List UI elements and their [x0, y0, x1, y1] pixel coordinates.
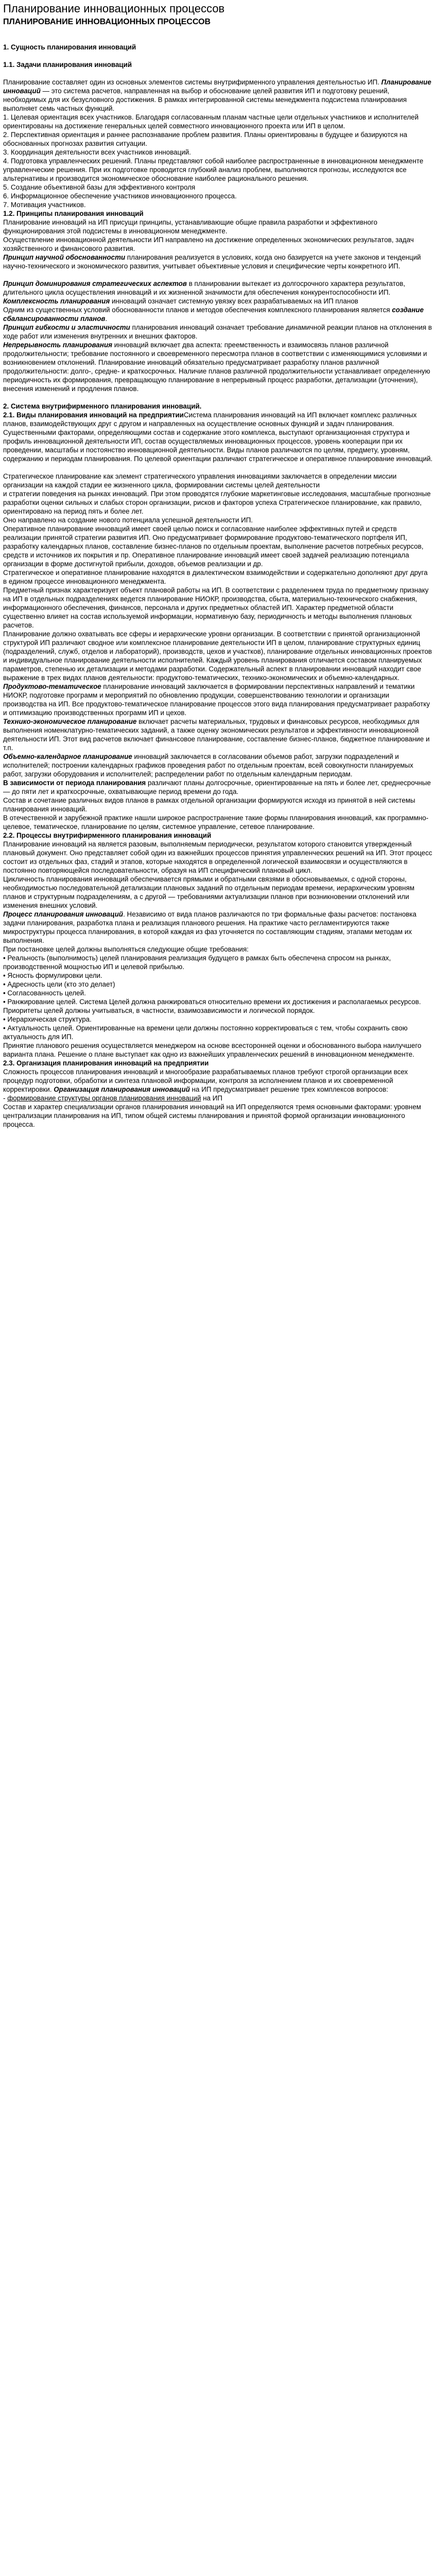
text-run: 3. Координация деятельности всех участников инноваций. — [3, 148, 191, 156]
paragraph — [3, 1041, 433, 1059]
paragraph — [3, 682, 433, 717]
paragraph — [3, 1067, 433, 1094]
emphasized-term: В зависимости от периода планирования — [3, 779, 146, 787]
emphasized-term: 2.1. Виды планирования инноваций на предприятии — [3, 411, 184, 419]
text-run: Система планирования инноваций на ИП включает комплекс различных планов, взаимодействующих друг с другом и направленных на осуществление основных функций и задач планирования. Существенными факторами, определяющими состав и содержание этого комплекса, выступают организационная структура и профиль инновационной деятельности ИП, состав осуществляемых инновационных процессов, уровень кооперации при их проведении, масштабы и постоянство инновационной деятельности. Виды планов различаются по целям, предмету, уровням, содержанию и периодам планирования. По целевой ориентации различают стратегическое и оперативное планирование инноваций. — [3, 411, 433, 463]
text-run: . — [90, 1015, 92, 1023]
text-run: и стратегии поведения на рынках инноваций. При этом проводятся глубокие маркетинговые исследования, масштабные прогнозные разработки оценки сильных и слабых сторон организации, рисков и факторов успеха Стратегическое планирование, как правило, ориентировано на период пять и более лет. — [3, 490, 431, 515]
emphasized-term: Непрерывность планирования — [3, 341, 113, 349]
text-run: Принятие планового решения осуществляется менеджером на основе всесторонней оценки и обоснованного выбора наилучшего варианта плана. Решение о плане выступает как одно из важнейших управленческих решений в инновационном менеджменте. — [3, 1042, 422, 1058]
paragraph — [3, 568, 433, 586]
paragraph-spacer — [3, 69, 433, 78]
document — [0, 0, 436, 1129]
section-heading: 1.2. Принципы планирования инноваций — [3, 210, 144, 217]
paragraph — [3, 814, 433, 831]
text-run: планирование инноваций заключается в формировании перспективных направлений и тематики НИОКР, подготовке программ и мероприятий по обновлению продукции, совершенствованию технологии и организации производства на ИП. Все продуктово-тематическое планирование процессов этого вида планирования предусматривает разработку и оптимизацию производственных программ ИП и цехов. — [3, 683, 430, 717]
text-run: на ИП — [201, 1094, 223, 1102]
paragraph — [3, 411, 433, 463]
emphasized-term: • Актуальность целей — [3, 1024, 73, 1032]
paragraph — [3, 183, 433, 192]
emphasized-term: Принцип научной обоснованности — [3, 253, 126, 261]
text-run: Оперативное планирование инноваций имеет своей целью поиск и согласование наиболее эффективных путей и средств реализации принятой стратегии развития ИП. Оно предусматривает формирование продуктово-тематического портфеля ИП, разработку календарных планов, составление бизнес-планов по отдельным проектам, выполнение расчетов потребных ресурсов, средств и источников их покрытия и пр. Оперативное планирование инноваций имеет своей задачей реализацию потенциала организации в форме достигнутой прибыли, доходов, объемов реализации и др. — [3, 525, 424, 568]
paragraph — [3, 1015, 433, 1024]
paragraph — [3, 954, 433, 971]
paragraph — [3, 148, 433, 157]
emphasized-term: Организация планирования инноваций — [54, 1086, 190, 1093]
text-run: 1. Целевая ориентация всех участников. Благодаря согласованным планам частные цели отдельных участников и исполнителей ориентированы на достижение генеральных целей совместного инновационного проекта или ИП в целом. — [3, 113, 419, 130]
paragraph — [3, 971, 433, 980]
emphasized-term: Технико-экономическое планирование — [3, 718, 137, 725]
paragraph — [3, 875, 433, 910]
paragraph-spacer — [3, 270, 433, 279]
text-run: Состав и характер специализации органов планирования инноваций на ИП определяются тремя основными факторами: уровнем централизации планирования на ИП, типом общей системы планирования и принятой формой организации инновационного процесса. — [3, 1103, 421, 1128]
page-subtitle: ПЛАНИРОВАНИЕ ИННОВАЦИОННЫХ ПРОЦЕССОВ — [3, 18, 211, 26]
paragraph — [3, 472, 433, 489]
text-run: • Ранжирование целей. Система Целей должна ранжироваться относительно времени их достижения и располагаемых ресурсов. Приоритеты целей должны учитываться, в частности, взаимозависимости и логической порядок. — [3, 998, 421, 1014]
text-run: Оно направлено на создание нового потенциала успешной деятельности ИП. — [3, 516, 253, 524]
section-heading: 1.1. Задачи планирования инноваций — [3, 61, 132, 69]
paragraph — [3, 297, 433, 306]
paragraph — [3, 980, 433, 989]
paragraph — [3, 516, 433, 524]
paragraph-spacer — [3, 463, 433, 472]
paragraph — [3, 1103, 433, 1129]
text-run: При постановке целей должны выполняться следующие общие требования: — [3, 945, 249, 953]
text-run: - — [3, 1094, 8, 1102]
emphasized-term: создание сбалансированности планов — [3, 306, 424, 323]
text-run: планирования реализуется в условиях, когда оно базируется на учете законов и тенденций научно-технического и экономического развития, учитывает объективные условия и специфические черты конкретного ИП. — [3, 253, 421, 270]
text-run: Стратегическое планирование как элемент стратегического управления инновациями заключается в определении миссии организации на каждой стадии ее жизненного цикла, формировании системы целей деятельности — [3, 472, 397, 489]
paragraph — [3, 989, 433, 997]
paragraph — [3, 945, 433, 954]
text-run: 5. Создание объективной базы для эффективного контроля — [3, 183, 196, 191]
text-run: • Реальность (выполнимость) целей планирования реализация будущего в рамках быть обеспечена спросом на рынках, производственной мощностью ИП и целевой прибылью. — [3, 954, 391, 971]
section-heading: 2.3. Организация планирования инноваций на предприятии — [3, 1059, 209, 1067]
page-title: Планирование инновационных процессов — [3, 2, 225, 15]
paragraph — [3, 218, 433, 235]
emphasized-term: Принцип доминирования стратегических аспектов — [3, 280, 187, 287]
text-run: — это система расчетов, направленная на выбор и обоснование целей развития ИП и подготовку решений, необходимых для их безусловного достижения. В рамках интегрированной системы менеджмента подсистема планирования выполняет семь частных функций. — [3, 87, 407, 112]
paragraph — [3, 279, 433, 297]
text-run: Планирование инноваций на является разовым, выполняемым периодически, результатом которого становится утвержденный плановый документ. Оно представляет собой один из важнейших процессов принятия управленческих решений на ИП. Этот процесс состоит из отдельных фаз, стадий и этапов, которые находятся в определенной логической взаимосвязи и осуществляются в постоянно повторяющейся последовательности, образуя на ИП специфический плановый цикл. — [3, 840, 432, 874]
text-run: Планирование должно охватывать все сферы и иерархические уровни организации. В соответствии с принятой организационной структурой ИП различают сводное или комплексное планирование деятельности ИП в целом, планирование структурных единиц (подразделений, служб, отделов и лабораторий), производств, цехов и участков), планирование отдельных инновационных проектов и индивидуальное планирование деятельности исполнителей. Каждый уровень планирования отличается составом планируемых параметров, степенью их детализации и методами разработки. Содержательный аспект в планировании инноваций находит свое выражение в трех видах планов деятельности: продуктово-тематических, технико-экономических и объемно-календарных. — [3, 630, 432, 682]
section-heading: 1. Сущность планирования инноваций — [3, 43, 136, 51]
text-run: инноваций означает системную увязку всех разрабатываемых на ИП планов — [110, 297, 358, 305]
paragraph — [3, 586, 433, 630]
section-heading: 2. Система внутрифирменного планирования инноваций. — [3, 402, 202, 410]
paragraph — [3, 323, 433, 341]
text-run: Сложность процессов планирования инноваций и многообразие разрабатываемых планов требуют строгой организации всех процедур подготовки, обработки и синтеза плановой информации, контроля за исполнением планов и их своевременной корректировки. — [3, 1068, 408, 1093]
emphasized-term: Планирование инноваций — [3, 78, 431, 95]
text-run: В отечественной и зарубежной практике нашли широкое распространение такие формы планирования инноваций, как программно-целевое, тематическое, планирование по целям, системное управление, сетевое планирование. — [3, 814, 429, 831]
paragraph — [3, 840, 433, 875]
emphasized-term: формирование структуры органов планирования инноваций — [7, 1094, 201, 1102]
paragraph-spacer — [3, 52, 433, 60]
text-run: . — [105, 315, 108, 323]
paragraph — [3, 78, 433, 113]
paragraph — [3, 524, 433, 568]
paragraph — [3, 306, 433, 323]
paragraph — [3, 1094, 433, 1103]
emphasized-term: • Ясность формулировки цели — [3, 972, 100, 979]
text-run: . Независимо от вида планов различаются по три формальные фазы расчетов: постановка задачи планирования, разработка плана и реализация планового решения. На практике часто регламентируются также микроструктуры процесса планирования, в которой каждая из фаз уточняется по составляющим стадиям, этапами методам их выполнения. — [3, 910, 417, 944]
emphasized-term: Комплексность планирования — [3, 297, 110, 305]
paragraph — [3, 192, 433, 200]
text-run: инноваций включает два аспекта: преемственность и взаимосвязь планов различной продолжительности; требование постоянного и своевременного пересмотра планов в соответствии с изменяющимися условиями и возникновением отклонений. Планирование инноваций обязательно предусматривает разработку планов различной продолжительности: долго-, средне- и краткосрочных. Наличие планов различной продолжительности устанавливает определенную периодичность их формирования, превращающую планирование в непрерывный процесс разработки, детализации (уточнения), внесения изменений и продления планов. — [3, 341, 430, 393]
paragraph — [3, 130, 433, 148]
paragraph — [3, 341, 433, 393]
text-run: 7. Мотивация участников. — [3, 201, 86, 209]
text-run: . — [100, 972, 102, 979]
emphasized-term: • Иерархическая структура — [3, 1015, 90, 1023]
text-run: Состав и сочетание различных видов планов в рамках отдельной организации формируются исходя из принятой в ней системы планирования инноваций. — [3, 796, 415, 813]
text-run: Планирование составляет один из основных элементов системы внутрифирменного управления деятельностью ИП. — [3, 78, 381, 86]
text-run: Планирование инноваций на ИП присущи принципы, устанавливающие общие правила разработки и эффективного функционирования этой подсистемы в инновационном менеджменте. — [3, 218, 378, 235]
paragraph — [3, 1024, 433, 1041]
paragraph — [3, 235, 433, 253]
text-run: на ИП предусматривает решение трех комплексов вопросов: — [189, 1086, 389, 1093]
section-heading: 2.2. Процессы внутрифирменного планирования инноваций — [3, 832, 212, 839]
text-run: • Адресность цели (кто это делает) — [3, 980, 115, 988]
text-run: Цикличность планирования инноваций обеспечивается прямыми и обратными связями в обосновываемых, с одной стороны, необходимостью последовательной детализации плановых заданий по отдельным периодам времени, иерархическим уровням планов и структурным подразделениям, а с другой — требованиями актуализации планов при возникновении отклонений или изменения внешних условий. — [3, 875, 415, 909]
emphasized-term: Продуктово-тематическое — [3, 683, 101, 690]
text-run: различают планы долгосрочные, ориентированные на пять и более лет, среднесрочные — до пяти лет и краткосрочные, охватывающие период времени до года. — [3, 779, 431, 795]
text-run: планирования инноваций означает требование динамичной реакции планов на отклонения в ходе работ или изменения внутренних и внешних факторов. — [3, 324, 432, 340]
emphasized-term: Принцип гибкости и эластичности — [3, 324, 130, 331]
paragraph — [3, 630, 433, 682]
paragraph — [3, 910, 433, 945]
paragraph — [3, 157, 433, 183]
paragraph — [3, 752, 433, 778]
text-run: Одним из существенных условий обоснованности планов и методов обеспечения комплексного планирования является — [3, 306, 392, 314]
text-run: 4. Подготовка управленческих решений. Планы представляют собой наиболее распространенные в инновационном менеджменте управленческие решения. При их подготовке проводится глубокий анализ проблем, выполняются прогнозы, исследуются все альтернативы и производится экономическое обоснование наиболее рационального решения. — [3, 157, 424, 182]
paragraph — [3, 796, 433, 814]
paragraph — [3, 200, 433, 209]
paragraph-spacer — [3, 393, 433, 402]
text-run: 2. Перспективная ориентация и раннее распознавание проблем развития. Планы ориентированы в будущее и базируются на обоснованных прогнозах развития ситуации. — [3, 131, 408, 147]
text-run: включает расчеты материальных, трудовых и финансовых ресурсов, необходимых для выполнения номенклатурно-тематических заданий, а также оценку экономических результатов и эффективности инновационной деятельности ИП. Этот вид расчетов включает финансовое планирование, составление бизнес-планов, бюджетное планирование и т.п. — [3, 718, 430, 752]
text-run: в планировании вытекает из долгосрочного характера результатов, длительного цикла осуществления инноваций и их жизненной значимости для обеспечения конкурентоспособности ИП. — [3, 280, 406, 296]
text-run: • Согласованность целей. — [3, 989, 86, 997]
text-run: Стратегическое и оперативное планирование находятся в диалектическом взаимодействии и содержательно дополняют друг друга в едином процессе инновационного менеджмента. — [3, 569, 428, 585]
text-run: Осуществление инновационной деятельности ИП направлено на достижение определенных экономических результатов, задач хозяйственного и финансового развития. — [3, 236, 414, 252]
paragraph — [3, 253, 433, 270]
paragraph — [3, 717, 433, 752]
document-body — [3, 43, 433, 1129]
text-run: Предметный признак характеризует объект плановой работы на ИП. В соответствии с разделением труда по предметному признаку на ИП в отдельных подразделениях ведется планирование НИОКР, производства, сбыта, материально-технического снабжения, информационного обеспечения, финансов, персонала и других предметных областей ИП. Характер предметной области существенно влияет на состав используемой информации, нормативную базу, периодичность и методы выполнения плановых расчетов. — [3, 586, 429, 629]
text-run: инноваций заключается в согласовании объемов работ, загрузки подразделений и исполнителей; построении календарных графиков проведения работ по отдельным проектам, всей совокупности планируемых работ, загрузки оборудования и исполнителей; распределении работ по отдельным календарным периодам. — [3, 753, 413, 778]
text-run: 6. Информационное обеспечение участников инновационного процесса. — [3, 192, 237, 200]
paragraph — [3, 997, 433, 1015]
paragraph — [3, 113, 433, 130]
paragraph — [3, 489, 433, 516]
emphasized-term: Объемно-календарное планирование — [3, 753, 132, 760]
text-run: . Ориентированные на времени цели должны постоянно корректироваться с тем, чтобы сохранить свою актуальность для ИП. — [3, 1024, 408, 1041]
emphasized-term: Процесс планирования инноваций — [3, 910, 124, 918]
paragraph — [3, 778, 433, 796]
